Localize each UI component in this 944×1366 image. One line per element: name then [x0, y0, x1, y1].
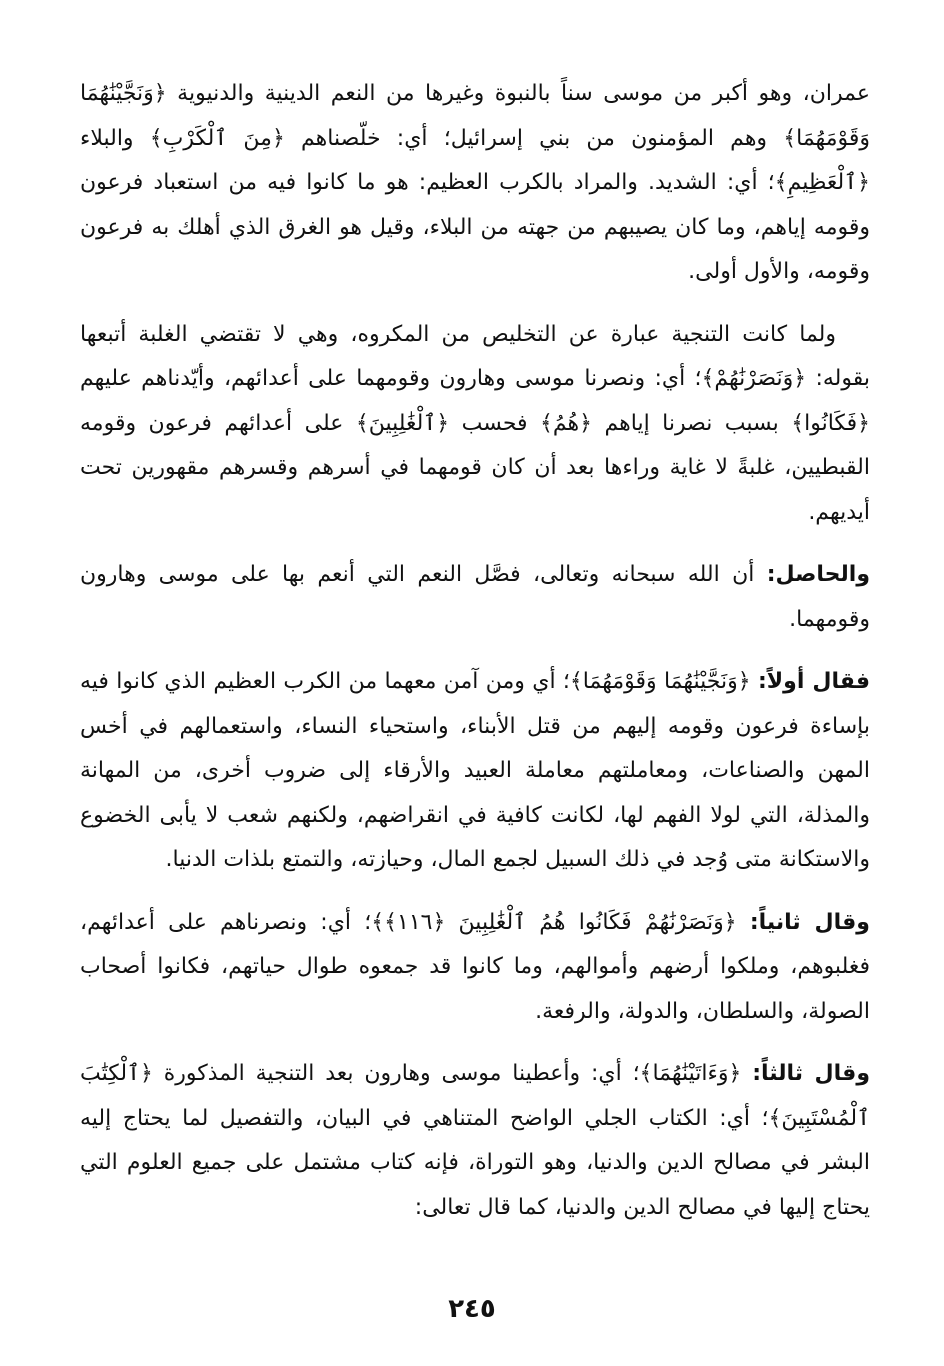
- paragraph-6-lead: وقال ثالثاً:: [752, 1061, 870, 1086]
- paragraph-2: [80, 313, 870, 536]
- paragraph-4-lead: فقال أولاً:: [758, 669, 870, 694]
- paragraph-4-text: ﴿وَنَجَّيْنَٰهُمَا وَقَوْمَهُمَا﴾؛ أي ومن آمن معهما من الكرب العظيم الذي كانوا فيه بإساءة فرعون وقومه إليهم من قتل الأبناء، واستحياء النساء، واستعمالهم في أخس المهن والصناعات، ومعاملتهم معاملة العبيد والأرقاء إلى ضروب أخرى، من المهانة والمذلة، التي لولا الفهم لها، لكانت كافية في انقراضهم، ولكنهم شعب لا يأبى الخضوع والاستكانة متى وُجد في ذلك السبيل لجمع المال، وحيازته، والتمتع بلذات الدنيا.: [80, 669, 870, 872]
- page-body: [80, 72, 870, 1248]
- paragraph-3: [80, 553, 870, 642]
- page-number: ٢٤٥: [448, 1294, 496, 1324]
- paragraph-1: [80, 72, 870, 295]
- paragraph-6-text: ﴿وَءَاتَيْنَٰهُمَا﴾؛ أي: وأعطينا موسى وهارون بعد التنجية المذكورة ﴿ٱلْكِتَٰبَ ٱلْمُسْتَبِينَ﴾؛ أي: الكتاب الجلي الواضح المتناهي في البيان، والتفصيل لما يحتاج إليه البشر في مصالح الدين والدنيا، وهو التوراة، فإنه كتاب مشتمل على جميع العلوم التي يحتاج إليها في مصالح الدين والدنيا، كما قال تعالى:: [80, 1061, 870, 1220]
- paragraph-5-text: ﴿وَنَصَرْنَٰهُمْ فَكَانُوا هُمُ ٱلْغَٰلِبِينَ ﴿١١٦﴾﴾؛ أي: ونصرناهم على أعدائهم، فغلبوهم، وملكوا أرضهم وأموالهم، وما كانوا قد جمعوه طوال حياتهم، فكانوا أصحاب الصولة، والسلطان، والدولة، والرفعة.: [80, 909, 870, 1024]
- paragraph-1-text: عمران، وهو أكبر من موسى سناً بالنبوة وغيرها من النعم الدينية والدنيوية ﴿وَنَجَّيْنَٰهُمَا وَقَوْمَهُمَا﴾ وهم المؤمنون من بني إسرائيل؛ أي: خلّصناهم ﴿مِنَ ٱلْكَرْبِ﴾ والبلاء ﴿ٱلْعَظِيمِ﴾؛ أي: الشديد. والمراد بالكرب العظيم: هو ما كانوا فيه من استعباد فرعون وقومه إياهم، وما كان يصيبهم من جهته من البلاء، وقيل هو الغرق الذي أهلك به فرعون وقومه، والأول أولى.: [80, 81, 870, 284]
- paragraph-6: [80, 1052, 870, 1230]
- paragraph-3-text: أن الله سبحانه وتعالى، فصَّل النعم التي أنعم بها على موسى وهارون وقومهما.: [80, 562, 870, 632]
- paragraph-5: [80, 901, 870, 1035]
- paragraph-3-lead: والحاصل:: [766, 562, 870, 587]
- paragraph-2-text: ولما كانت التنجية عبارة عن التخليص من المكروه، وهي لا تقتضي الغلبة أتبعها بقوله: ﴿وَنَصَرْنَٰهُمْ﴾؛ أي: ونصرنا موسى وهارون وقومهما على أعدائهم، وأيّدناهم عليهم ﴿فَكَانُوا﴾ بسبب نصرنا إياهم ﴿هُمُ﴾ فحسب ﴿ٱلْغَٰلِبِينَ﴾ على أعدائهم فرعون وقومه القبطيين، غلبةً لا غاية وراءها بعد أن كان قومهما في أسرهم وقسرهم مقهورين تحت أيديهم.: [80, 321, 870, 525]
- paragraph-4: [80, 660, 870, 883]
- paragraph-5-lead: وقال ثانياً:: [749, 909, 870, 935]
